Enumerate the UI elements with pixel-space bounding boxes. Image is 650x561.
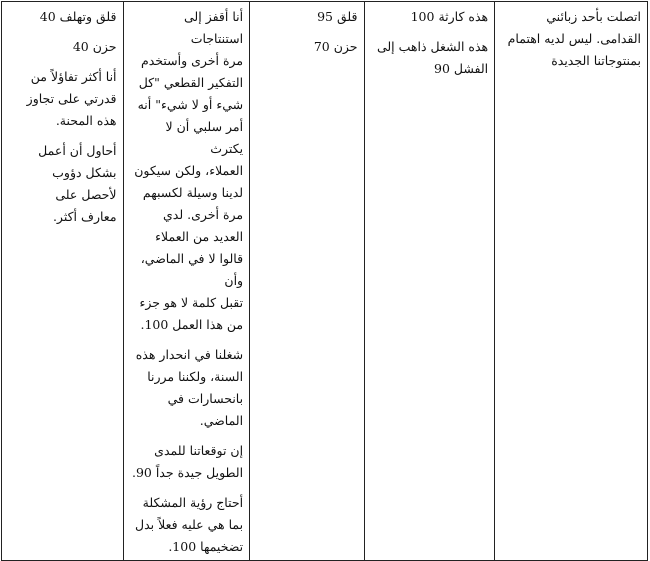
text-line: أمر سلبي أن لا يكترث bbox=[165, 119, 244, 156]
emotion-paragraph bbox=[256, 36, 357, 58]
text-line: بشكل دؤوب bbox=[52, 165, 117, 180]
text-line: من هذا العمل 100. bbox=[140, 317, 244, 332]
text-line: تضخيمها 100. bbox=[168, 539, 244, 554]
text-line: بمنتوجاتنا الجديدة bbox=[551, 53, 641, 68]
emotions-cell bbox=[250, 2, 364, 561]
text-line: التفكير القطعي "كل bbox=[138, 75, 244, 90]
text-line: قالوا لا في الماضي، وأن bbox=[140, 251, 244, 288]
text-line: تقبل كلمة لا هو جزء bbox=[139, 295, 244, 310]
response-paragraph bbox=[130, 344, 244, 432]
text-line: لدينا وسيلة لكسبهم bbox=[142, 185, 244, 200]
text-line: إن توقعاتنا للمدى bbox=[154, 443, 244, 458]
text-line: حزن 70 bbox=[313, 39, 358, 54]
text-line: الطويل جيدة جداً 90. bbox=[131, 465, 244, 480]
automatic-thoughts-cell bbox=[364, 2, 495, 561]
text-line: مرة أخرى. لدي bbox=[162, 207, 244, 222]
emotion-paragraph bbox=[256, 6, 357, 28]
text-line: أنا أقفز إلى استنتاجات bbox=[184, 9, 244, 46]
thought-record-table bbox=[1, 1, 648, 561]
rational-response-cell bbox=[123, 2, 250, 561]
situation-paragraph bbox=[501, 6, 641, 72]
text-line: حزن 40 bbox=[72, 39, 117, 54]
text-line: أنا أكثر تفاؤلاً من bbox=[30, 69, 117, 84]
text-line: شيء أو لا شيء" أنه bbox=[137, 97, 244, 112]
text-line: هذه كارثة 100 bbox=[410, 9, 489, 24]
text-line: القدامى. ليس لديه اهتمام bbox=[507, 31, 641, 46]
situation-cell bbox=[495, 2, 648, 561]
text-line: العملاء، ولكن سيكون bbox=[134, 163, 244, 178]
outcome-paragraph bbox=[8, 6, 117, 28]
text-line: معارف أكثر. bbox=[52, 209, 117, 224]
text-line: شغلنا في انحدار هذه bbox=[135, 347, 244, 362]
response-paragraph bbox=[130, 6, 244, 336]
outcome-paragraph bbox=[8, 36, 117, 58]
thought-paragraph bbox=[371, 6, 489, 28]
text-line: أحتاج رؤية المشكلة bbox=[142, 495, 244, 510]
text-line: بما هي عليه فعلاً بدل bbox=[135, 517, 244, 532]
outcome-paragraph bbox=[8, 66, 117, 132]
text-line: السنة، ولكننا مررنا bbox=[147, 369, 244, 384]
text-line: هذه المحنة. bbox=[55, 113, 117, 128]
text-line: قلق وتهلف 40 bbox=[39, 9, 117, 24]
text-line: قلق 95 bbox=[317, 9, 358, 24]
thought-paragraph bbox=[371, 36, 489, 80]
text-line: بانحسارات في الماضي. bbox=[167, 391, 244, 428]
response-paragraph bbox=[130, 440, 244, 484]
response-paragraph bbox=[130, 492, 244, 558]
outcome-cell bbox=[2, 2, 124, 561]
text-line: قدرتي على تجاوز bbox=[26, 91, 117, 106]
text-line: اتصلت بأحد زبائني bbox=[546, 9, 641, 24]
text-line: العديد من العملاء bbox=[155, 229, 244, 244]
table-row bbox=[2, 2, 648, 561]
text-line: مرة أخرى وأستخدم bbox=[141, 53, 244, 68]
text-line: الفشل 90 bbox=[434, 61, 489, 76]
text-line: أحاول أن أعمل bbox=[38, 143, 117, 158]
text-line: لأحصل على bbox=[55, 187, 117, 202]
text-line: هذه الشغل ذاهب إلى bbox=[376, 39, 489, 54]
outcome-paragraph bbox=[8, 140, 117, 228]
